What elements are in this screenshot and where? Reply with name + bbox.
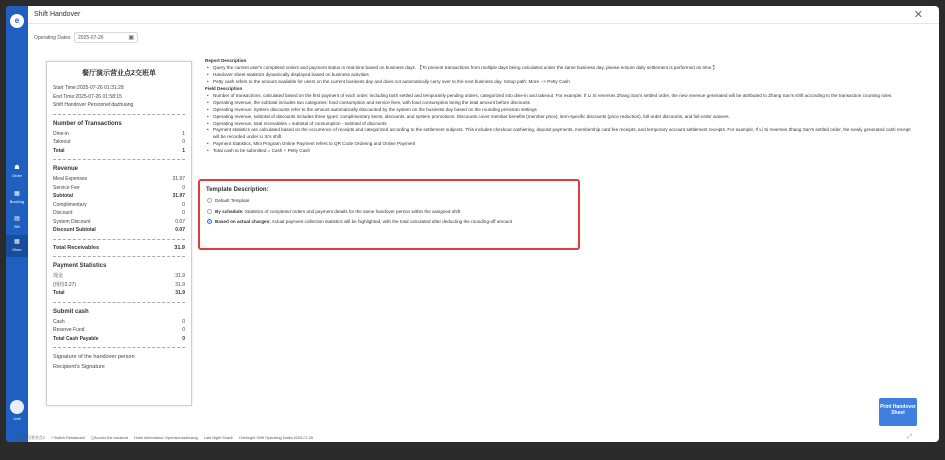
row-label: Total Receivables xyxy=(53,244,100,251)
row-label: Total xyxy=(53,147,65,154)
expand-icon[interactable]: ⤢ xyxy=(907,434,912,440)
window-header xyxy=(28,6,939,24)
row-label: Subtotal xyxy=(53,193,73,199)
row-value: 0 xyxy=(182,139,185,145)
row-value: 31.97 xyxy=(172,176,185,182)
row-label: Reserve Fund xyxy=(53,327,85,333)
option-title: By schedule: xyxy=(215,209,244,214)
receipt-row xyxy=(53,209,185,218)
receipt-row xyxy=(53,289,185,298)
row-value: 0 xyxy=(182,210,185,216)
list-item: • Payment statistics are calculated based on the occurrence of receipts and categorized according to the settlement subjects. This includes checkout cashiering, deposit payments, membership card fee receipts, and temporary account settlement receipts. For example, If Li Si reverses Zhang San's settled order, the newly generated cash receipt will be recorded under Li Si's shift. xyxy=(213,127,915,141)
divider xyxy=(53,302,185,303)
receipt-row xyxy=(53,318,185,327)
row-label: Complimentary xyxy=(53,201,87,208)
handover-receipt xyxy=(46,61,192,406)
sidebar-item-bill[interactable] xyxy=(6,212,28,234)
list-item: • Query the current user's completed orders and payment status in real-time based on business days. 【To prevent transactions from multiple days being calculated under the same business day, please ensure daily settlement is performed on time.】 xyxy=(213,65,915,72)
sidebar xyxy=(6,6,28,442)
status-shift: Overnight Shift Operating Dates:2025-07-26 xyxy=(238,436,314,440)
row-value: 31.97 xyxy=(172,193,185,199)
row-value: 0 xyxy=(182,184,185,191)
operating-date-picker[interactable] xyxy=(74,32,138,43)
end-time: End Time:2025-07-26 01:58:15 xyxy=(53,93,122,100)
window-title: Shift Handover xyxy=(34,11,81,18)
list-item: • Handover sheet statistics dynamically displayed based on business activities xyxy=(213,72,915,79)
row-value: 31.9 xyxy=(175,281,185,288)
row-label: Dine-in xyxy=(53,130,69,137)
sidebar-item-label: Order xyxy=(11,173,23,178)
row-value: 0.07 xyxy=(175,218,185,225)
radio-button[interactable] xyxy=(207,198,212,203)
more-icon: ▦ xyxy=(14,239,20,245)
report-description-list xyxy=(205,65,915,85)
handover-personnel: Shift Handover Personnel:dazhuang xyxy=(53,102,134,108)
receipt-title: 餐厅演示营业点2交班单 xyxy=(82,70,156,77)
receipt-row xyxy=(53,272,185,281)
list-item: • Number of transactions, calculated based on the first payment of each order, including both settled and temporarily pending orders, categorized into dine-in and takeout. For example: If Li Si reverses Zhang San's settled order, the new revenue generated will be attributed to Zhang San's shift according to the transaction counting rules. xyxy=(213,93,915,100)
calendar-icon: ▣ xyxy=(128,35,134,41)
row-label: 现金 xyxy=(53,273,64,279)
divider xyxy=(53,239,185,240)
handover-signature: Signature of the handover person xyxy=(53,354,135,360)
row-value: 1 xyxy=(182,130,185,137)
sidebar-item-more[interactable] xyxy=(6,235,28,257)
receipt-row xyxy=(53,218,185,227)
row-value: 0 xyxy=(182,201,185,208)
avatar[interactable] xyxy=(10,400,24,414)
switch-restaurant-link[interactable]: ✓Switch Restaurant xyxy=(50,436,85,440)
divider xyxy=(53,347,185,348)
row-label: Discount xyxy=(53,210,73,216)
list-item: • Payment Statistics, Mini Program Online Payment refers to QR Code Ordering and Online Payment xyxy=(213,141,915,148)
template-option-actual-charges[interactable] xyxy=(207,219,512,227)
receipt-row xyxy=(53,130,185,139)
report-description-heading: Report Description xyxy=(205,58,247,63)
status-bar xyxy=(16,435,939,442)
divider xyxy=(53,256,185,257)
recipient-signature: Recipient's Signature xyxy=(53,364,105,370)
cash-heading: Submit cash xyxy=(53,308,89,315)
status-restaurant: 餐厅演示营业点2 xyxy=(16,436,45,440)
row-label: Takeout xyxy=(53,139,71,145)
description-panel xyxy=(205,57,915,155)
row-label: Total xyxy=(53,290,65,296)
row-value: 1 xyxy=(182,147,185,154)
row-value: 31.9 xyxy=(174,244,185,251)
row-label: Service Fee xyxy=(53,184,80,191)
receipt-row xyxy=(53,147,185,156)
sidebar-item-label: More xyxy=(12,247,22,252)
divider xyxy=(53,159,185,160)
booking-icon: ▦ xyxy=(14,191,20,197)
list-item: • Operating revenue, subtotal of discounts includes three types: complimentary items, discounts, and system promotions. Discounts cover member benefits (member price), item-specific discounts (price reduction), full-order discounts, and full-order waivers. xyxy=(213,114,915,121)
template-heading: Template Description: xyxy=(206,187,269,193)
row-label: Cash xyxy=(53,318,65,325)
option-title: Based on actual charges: xyxy=(215,219,271,224)
receipt-row xyxy=(53,226,185,235)
list-item: • Total cash to be submitted = Cash + Petty Cash xyxy=(213,148,915,155)
radio-button-selected[interactable] xyxy=(207,219,212,224)
list-item: • Operating revenue, total receivables = subtotal of consumption - subtotal of discounts xyxy=(213,121,915,128)
receipt-row xyxy=(53,201,185,210)
row-label: (现结3.27) xyxy=(53,281,77,288)
sidebar-item-booking[interactable] xyxy=(6,187,28,209)
operating-dates-label: Operating Dates xyxy=(34,35,71,41)
option-text: Default Template xyxy=(215,198,250,203)
row-label: System Discount xyxy=(53,218,91,225)
bill-icon: ▤ xyxy=(14,216,20,222)
list-item: • Operating revenue, the subtotal includes two categories: food consumption and service fees, with food consumption being the total amount before discounts xyxy=(213,100,915,107)
order-icon: ☗ xyxy=(14,165,20,171)
row-label: Total Cash Payable xyxy=(53,335,99,342)
print-handover-sheet-button[interactable]: Print Handover Sheet xyxy=(879,398,917,426)
receipt-row xyxy=(53,175,185,184)
divider xyxy=(53,114,185,115)
sidebar-item-order[interactable] xyxy=(6,161,28,183)
receipt-row xyxy=(53,326,185,335)
list-item: • Petty cash refers to the amount available for users on the current business day and does not automatically carry over to the next business day. Setup path: More --> Petty Cash xyxy=(213,79,915,86)
row-value: 31.9 xyxy=(175,273,185,279)
receipt-row xyxy=(53,281,185,290)
option-text: Statistics of completed orders and payment details for the same handover person within the assigned shift xyxy=(244,209,461,214)
template-description-box xyxy=(198,179,580,250)
user-label: Unit xyxy=(13,416,21,421)
row-value: 0 xyxy=(182,318,185,325)
row-value: 31.9 xyxy=(175,290,185,296)
radio-button[interactable] xyxy=(207,209,212,214)
row-value: 0 xyxy=(182,335,185,342)
receipt-row xyxy=(53,184,185,193)
operating-date-value: 2025-07-26 xyxy=(78,35,104,41)
app-logo: e xyxy=(10,14,24,28)
template-option-default[interactable] xyxy=(207,198,249,206)
sidebar-item-label: Booking xyxy=(9,199,25,204)
receipt-row xyxy=(53,138,185,147)
transactions-heading: Number of Transactions xyxy=(53,120,122,127)
receipt-row xyxy=(53,192,185,201)
field-description-heading: Field Description xyxy=(205,86,243,92)
row-value: 0.07 xyxy=(175,227,185,233)
sidebar-item-label: Bill xyxy=(14,224,20,229)
payment-heading: Payment Statistics xyxy=(53,263,107,269)
row-label: Meal Expenses xyxy=(53,176,88,182)
status-meal-period: Late Night Snack xyxy=(203,436,233,440)
access-backend-link[interactable]: ◻Access the backend xyxy=(90,436,128,440)
shift-handover-window xyxy=(6,6,939,442)
start-time: Start Time:2025-07-26 01:31:28 xyxy=(53,85,124,91)
row-label: Discount Subtotal xyxy=(53,227,96,233)
receipt-row xyxy=(53,335,185,344)
close-icon[interactable]: ✕ xyxy=(913,9,923,21)
list-item: • Operating revenue: System discounts refer to the amount automatically discounted by the system on the business day based on the rounding precision settings xyxy=(213,107,915,114)
row-value: 0 xyxy=(182,327,185,333)
option-text: Actual payment collection statistics will be highlighted, with the total calculated after deducting the rounding-off amount xyxy=(271,219,513,224)
revenue-heading: Revenue xyxy=(53,166,79,172)
status-operator: Hotel Information: Operator:dazhuang xyxy=(134,436,198,440)
total-receivables-row xyxy=(53,244,185,253)
template-option-by-schedule[interactable] xyxy=(207,209,460,217)
field-description-list xyxy=(205,93,915,154)
